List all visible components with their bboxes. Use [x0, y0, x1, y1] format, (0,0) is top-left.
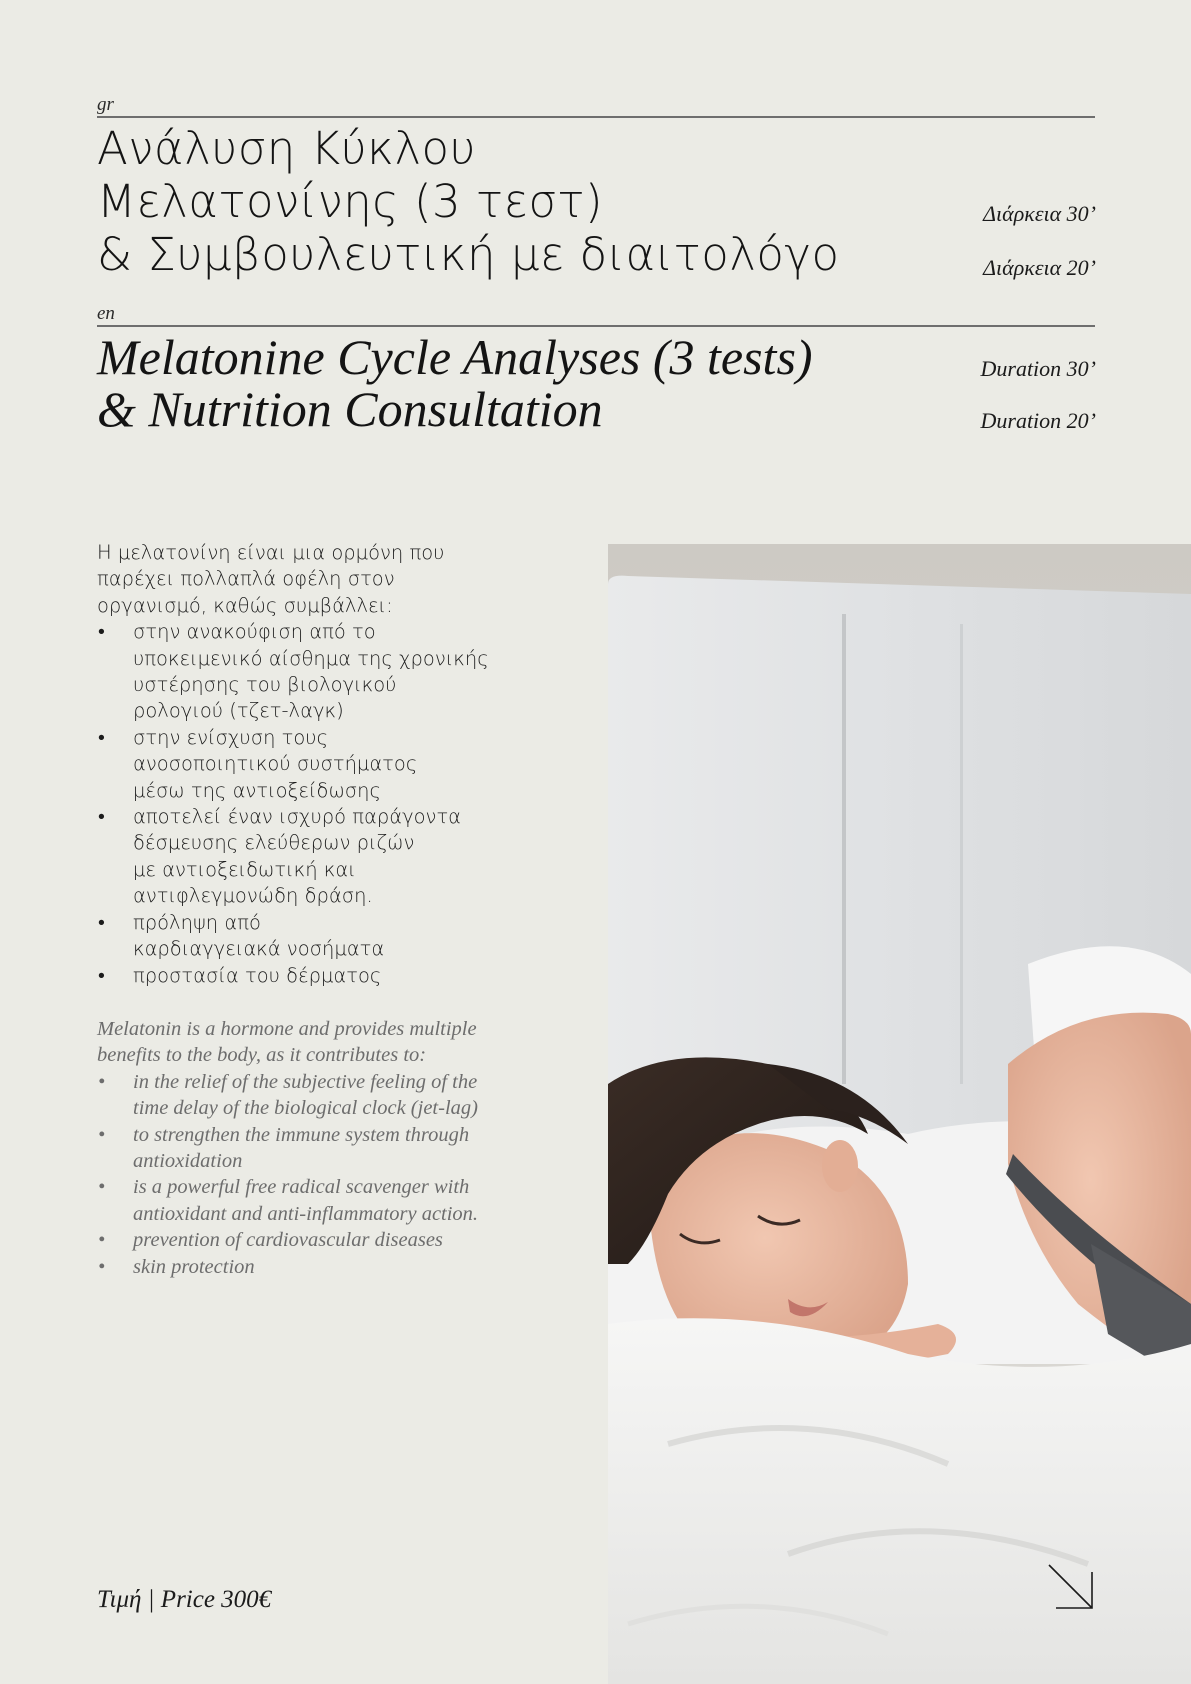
greek-language-tag: gr — [97, 94, 114, 115]
list-item-line: • prevention of cardiovascular diseases — [133, 1229, 443, 1252]
english-duration-consultation: Duration 20’ — [980, 408, 1096, 433]
greek-title — [97, 122, 840, 281]
list-item-line: antioxidation — [133, 1150, 243, 1173]
list-item-line: • προστασία του δέρματος — [133, 963, 382, 987]
greek-description — [97, 540, 577, 989]
list-item — [97, 1122, 577, 1175]
greek-intro — [97, 540, 577, 619]
list-item-line: ρολογιού (τζετ-λαγκ) — [133, 699, 344, 723]
list-item — [97, 910, 577, 963]
list-item — [97, 1069, 577, 1122]
english-title-line: & Nutrition Consultation — [97, 381, 603, 437]
sleeping-woman-photo — [608, 544, 1191, 1684]
arrow-down-right-icon[interactable] — [1046, 1562, 1096, 1612]
list-item-line: • is a powerful free radical scavenger with — [133, 1176, 470, 1199]
greek-intro-line: παρέχει πολλαπλά οφέλη στον — [97, 567, 395, 591]
list-item-line: ανοσοποιητικού συστήματος — [133, 752, 418, 776]
list-item-line: • αποτελεί έναν ισχυρό παράγοντα — [133, 805, 462, 829]
list-item-line: • πρόληψη από — [133, 910, 261, 934]
greek-intro-line: Η μελατονίνη είναι μια ορμόνη που — [97, 541, 445, 564]
english-description — [97, 1016, 577, 1280]
list-item-line: • skin protection — [133, 1255, 255, 1278]
english-title-line: Melatonine Cycle Analyses (3 tests) — [97, 329, 813, 385]
list-item — [97, 1227, 577, 1253]
price-label: Τιμή | Price 300€ — [97, 1586, 272, 1613]
list-item-line: μέσω της αντιοξείδωσης — [133, 778, 381, 802]
greek-duration-analysis: Διάρκεια 30’ — [983, 201, 1096, 226]
list-item — [97, 804, 577, 910]
greek-duration-consultation: Διάρκεια 20’ — [983, 255, 1096, 280]
english-intro — [97, 1016, 577, 1069]
list-item-line: καρδιαγγειακά νοσήματα — [133, 937, 385, 961]
list-item — [97, 725, 577, 804]
list-item-line: με αντιοξειδωτική και — [133, 857, 356, 881]
list-item-line: • in the relief of the subjective feeling of the — [133, 1070, 478, 1093]
list-item-line: antioxidant and anti-inflammatory action. — [133, 1202, 479, 1225]
english-title — [97, 331, 813, 435]
greek-intro-line: οργανισμό, καθώς συμβάλλει: — [97, 593, 393, 617]
list-item-line: αντιφλεγμονώδη δράση. — [133, 884, 373, 908]
list-item-line: δέσμευσης ελεύθερων ριζών — [133, 831, 415, 855]
list-item-line: • to strengthen the immune system through — [133, 1123, 470, 1146]
greek-title-line: Μελατονίνης (3 τεστ) — [97, 175, 604, 228]
english-duration-analysis: Duration 30’ — [980, 356, 1096, 381]
english-language-tag: en — [97, 303, 115, 324]
list-item-line: • στην ενίσχυση τους — [133, 725, 329, 749]
list-item-line: time delay of the biological clock (jet-lag) — [133, 1097, 478, 1120]
greek-divider — [97, 116, 1095, 118]
list-item — [97, 1254, 577, 1280]
english-divider — [97, 325, 1095, 327]
english-intro-line: Melatonin is a hormone and provides multiple — [97, 1018, 477, 1040]
list-item — [97, 963, 577, 989]
english-intro-line: benefits to the body, as it contributes to: — [97, 1044, 427, 1067]
list-item-line: υστέρησης του βιολογικού — [133, 673, 397, 697]
greek-title-line: & Συμβουλευτική με διαιτολόγο — [97, 228, 840, 281]
greek-benefits-list — [97, 619, 577, 989]
list-item — [97, 619, 577, 725]
greek-title-line: Ανάλυση Κύκλου — [97, 122, 477, 175]
list-item — [97, 1174, 577, 1227]
english-benefits-list — [97, 1069, 577, 1280]
list-item-line: • στην ανακούφιση από το — [133, 620, 376, 644]
list-item-line: υποκειμενικό αίσθημα της χρονικής — [133, 646, 489, 670]
